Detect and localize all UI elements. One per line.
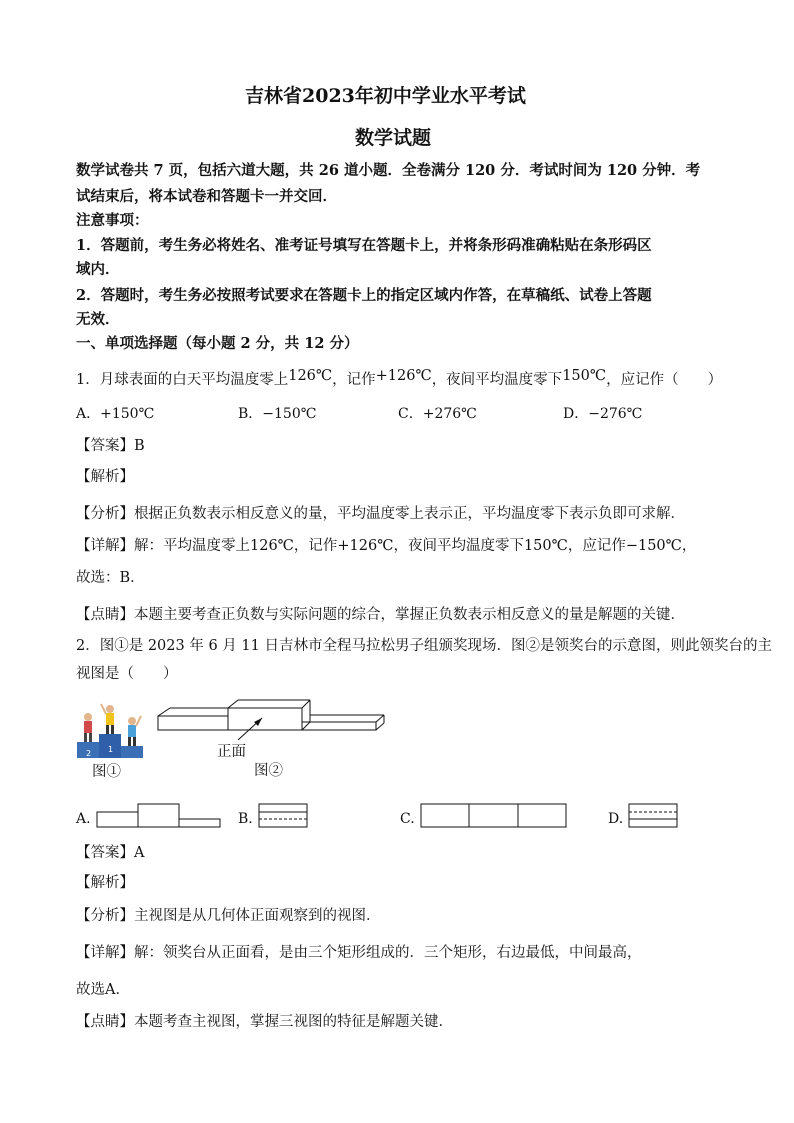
q1-temp-1: 126℃ <box>288 368 333 384</box>
podium-diagram <box>156 698 386 758</box>
intro-line-1: 数学试卷共 7 页，包括六道大题，共 26 道小题．全卷满分 120 分．考试时间为 120 分钟．考 <box>76 162 701 179</box>
q1-option-d-value: −276℃ <box>588 406 643 422</box>
front-direction-label: 正面 <box>217 744 246 760</box>
award-ceremony-illustration <box>77 700 147 760</box>
figure-2-label: 图② <box>254 763 283 779</box>
q2-choose: 故选A． <box>76 982 130 998</box>
q2-option-c-label[interactable]: C. <box>400 811 415 827</box>
q2-option-d-figure[interactable] <box>628 803 680 829</box>
exam-subtitle: 数学试题 <box>355 127 432 149</box>
section-1-heading: 一、单项选择题（每小题 2 分，共 12 分） <box>76 335 359 352</box>
note-2-line-2: 无效． <box>76 311 120 328</box>
q1-option-c-label: C． <box>398 406 423 422</box>
q1-xiangjie: 【详解】解：平均温度零上126℃，记作+126℃，夜间平均温度零下150℃，应记作−150℃， <box>76 538 697 554</box>
q2-option-a-label[interactable]: A. <box>76 811 91 827</box>
q2-answer: 【答案】A <box>76 845 145 861</box>
q1-option-a-label: A． <box>76 406 101 422</box>
q2-option-b-label[interactable]: B. <box>238 811 253 827</box>
q1-analysis-tag: 【解析】 <box>76 469 134 485</box>
figure-1-label: 图① <box>92 764 121 780</box>
q1-option-b[interactable] <box>238 404 316 424</box>
q1-option-b-value: −150℃ <box>262 406 317 422</box>
q1-option-c-value: +276℃ <box>422 406 477 422</box>
note-1-line-1: 1．答题前，考生务必将姓名、准考证号填写在答题卡上，并将条形码准确粘贴在条形码区 <box>76 237 652 254</box>
q1-dianjing: 【点睛】本题主要考查正负数与实际问题的综合，掌握正负数表示相反意义的量是解题的关键． <box>76 607 685 623</box>
svg-text:1: 1 <box>108 745 114 754</box>
q1-stem-b: ，记作 <box>332 372 376 388</box>
notice-heading: 注意事项： <box>76 212 149 229</box>
q1-temp-2: +126℃ <box>375 368 432 384</box>
svg-text:2: 2 <box>86 749 92 758</box>
q2-option-c-figure[interactable] <box>420 803 570 829</box>
q2-xiangjie: 【详解】解：领奖台从正面看，是由三个矩形组成的．三个矩形，右边最低，中间最高， <box>76 945 642 961</box>
q2-stem-line-2: 视图是（ ） <box>76 666 178 682</box>
q2-analysis-tag: 【解析】 <box>76 875 134 891</box>
q1-option-a-value: +150℃ <box>100 406 155 422</box>
q1-option-d[interactable] <box>563 404 642 424</box>
q1-stem-a: 1．月球表面的白天平均温度零上 <box>76 372 289 388</box>
q2-option-d-label[interactable]: D. <box>608 811 624 827</box>
q1-option-c[interactable] <box>398 404 477 424</box>
q1-stem-c: ，夜间平均温度零下 <box>431 372 563 388</box>
q1-stem <box>76 370 722 390</box>
q2-option-a-figure[interactable] <box>96 803 222 829</box>
q1-temp-3: 150℃ <box>562 368 607 384</box>
q2-dianjing: 【点睛】本题考查主视图，掌握三视图的特征是解题关键． <box>76 1014 453 1030</box>
q1-option-b-label: B． <box>238 406 263 422</box>
q1-stem-d: ，应记作（ ） <box>606 372 723 388</box>
intro-line-2: 试结束后，将本试卷和答题卡一并交回． <box>76 188 337 205</box>
q1-answer: 【答案】B <box>76 438 145 454</box>
note-2-line-1: 2．答题时，考生务必按照考试要求在答题卡上的指定区域内作答，在草稿纸、试卷上答题 <box>76 287 652 304</box>
q2-option-b-figure[interactable] <box>258 803 310 829</box>
q2-stem-line-1: 2．图①是 2023 年 6 月 11 日吉林市全程马拉松男子组颁奖现场．图②是领奖台的示意图，则此领奖台的主 <box>76 638 772 654</box>
q2-fenxi: 【分析】主视图是从几何体正面观察到的视图． <box>76 908 381 924</box>
q1-option-a[interactable] <box>76 404 154 424</box>
note-1-line-2: 域内． <box>76 261 120 278</box>
exam-title: 吉林省2023年初中学业水平考试 <box>245 85 526 107</box>
q1-choose: 故选：B． <box>76 570 145 586</box>
q1-option-d-label: D． <box>563 406 589 422</box>
q1-fenxi: 【分析】根据正负数表示相反意义的量，平均温度零上表示正，平均温度零下表示负即可求解． <box>76 506 685 522</box>
